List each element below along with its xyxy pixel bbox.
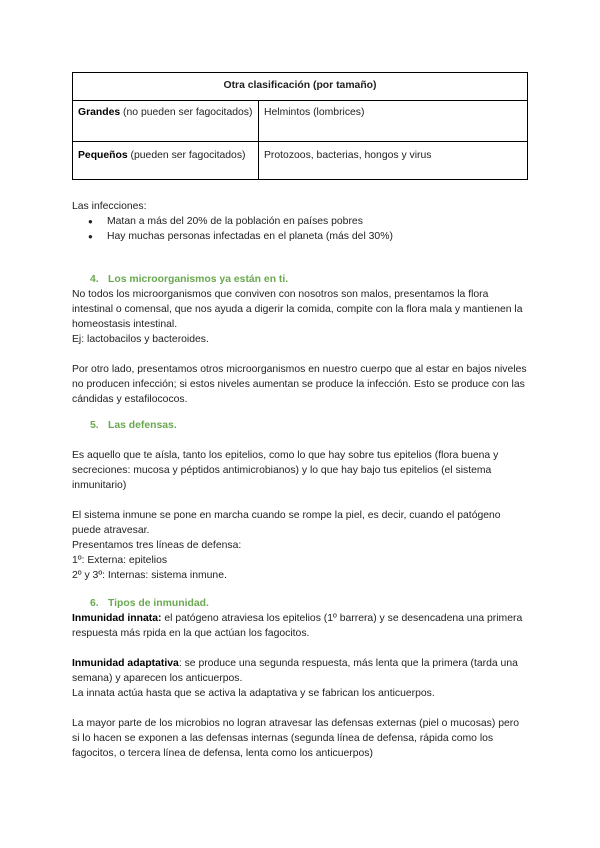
paragraph: La innata actúa hasta que se activa la adaptativa y se fabrican los anticuerpos. (72, 688, 435, 699)
paragraph: 1º: Externa: epitelios (72, 555, 168, 566)
paragraph: 2º y 3º: Internas: sistema inmune. (72, 570, 227, 581)
table-row (73, 101, 528, 142)
section-6 (72, 596, 528, 761)
table-cell-value: Protozoos, bacterias, hongos y virus (259, 142, 528, 180)
table-cell-label: Pequeños (pueden ser fagocitados) (73, 142, 259, 180)
table-header: Otra clasificación (por tamaño) (73, 73, 528, 101)
paragraph-innate: Inmunidad innata: el patógeno atraviesa los epitelios (1º barrera) y se desencadena una primera respuesta más rpida en la que actúan los fagocitos. (72, 613, 523, 639)
document-page (72, 72, 528, 759)
section-heading: 4. Los microorganismos ya están en ti. (90, 274, 289, 285)
infections-block (72, 199, 528, 244)
paragraph-adaptive: Inmunidad adaptativa: se produce una segunda respuesta, más lenta que la primera (tarda una semana) y aparecen los anticuerpos. (72, 658, 518, 684)
table-cell-label: Grandes (no pueden ser fagocitados) (73, 101, 259, 142)
paragraph: Por otro lado, presentamos otros microorganismos en nuestro cuerpo que al estar en bajos niveles no producen infección; si estos niveles aumentan se produce la infección. Esto se produce con las cándidas y estafilococos. (72, 364, 527, 405)
paragraph: Es aquello que te aísla, tanto los epitelios, como lo que hay sobre tus epitelios (flora buena y secreciones: mucosa y péptidos antimicrobianos) y lo que hay bajo tus epitelios (el sistema inmunitario) (72, 450, 499, 491)
table-row (73, 142, 528, 180)
section-heading: 6. Tipos de inmunidad. (90, 598, 209, 609)
paragraph: El sistema inmune se pone en marcha cuando se rompe la piel, es decir, cuando el patógeno puede atravesar. (72, 510, 501, 536)
paragraph: No todos los microorganismos que conviven con nosotros son malos, presentamos la flora intestinal o comensal, que nos ayuda a digerir la comida, compite con la flora mala y mantienen la homeostasis intestinal. (72, 289, 523, 330)
classification-table (72, 72, 528, 180)
section-4 (72, 272, 528, 407)
table-cell-value: Helmintos (lombrices) (259, 101, 528, 142)
list-item: ● Hay muchas personas infectadas en el planeta (más del 30%) (72, 229, 528, 244)
list-item: ● Matan a más del 20% de la población en países pobres (72, 214, 528, 229)
section-5 (72, 418, 528, 583)
paragraph: La mayor parte de los microbios no logran atravesar las defensas externas (piel o mucosas) pero si lo hacen se exponen a las defensas internas (segunda línea de defensa, rápida como los fagocitos, o tercera línea de defensa, lenta como los anticuerpos) (72, 718, 520, 759)
infections-list (72, 214, 528, 244)
infections-intro: Las infecciones: (72, 201, 147, 212)
paragraph: Ej: lactobacilos y bacteroides. (72, 334, 209, 345)
section-heading: 5. Las defensas. (90, 420, 177, 431)
paragraph: Presentamos tres líneas de defensa: (72, 540, 242, 551)
